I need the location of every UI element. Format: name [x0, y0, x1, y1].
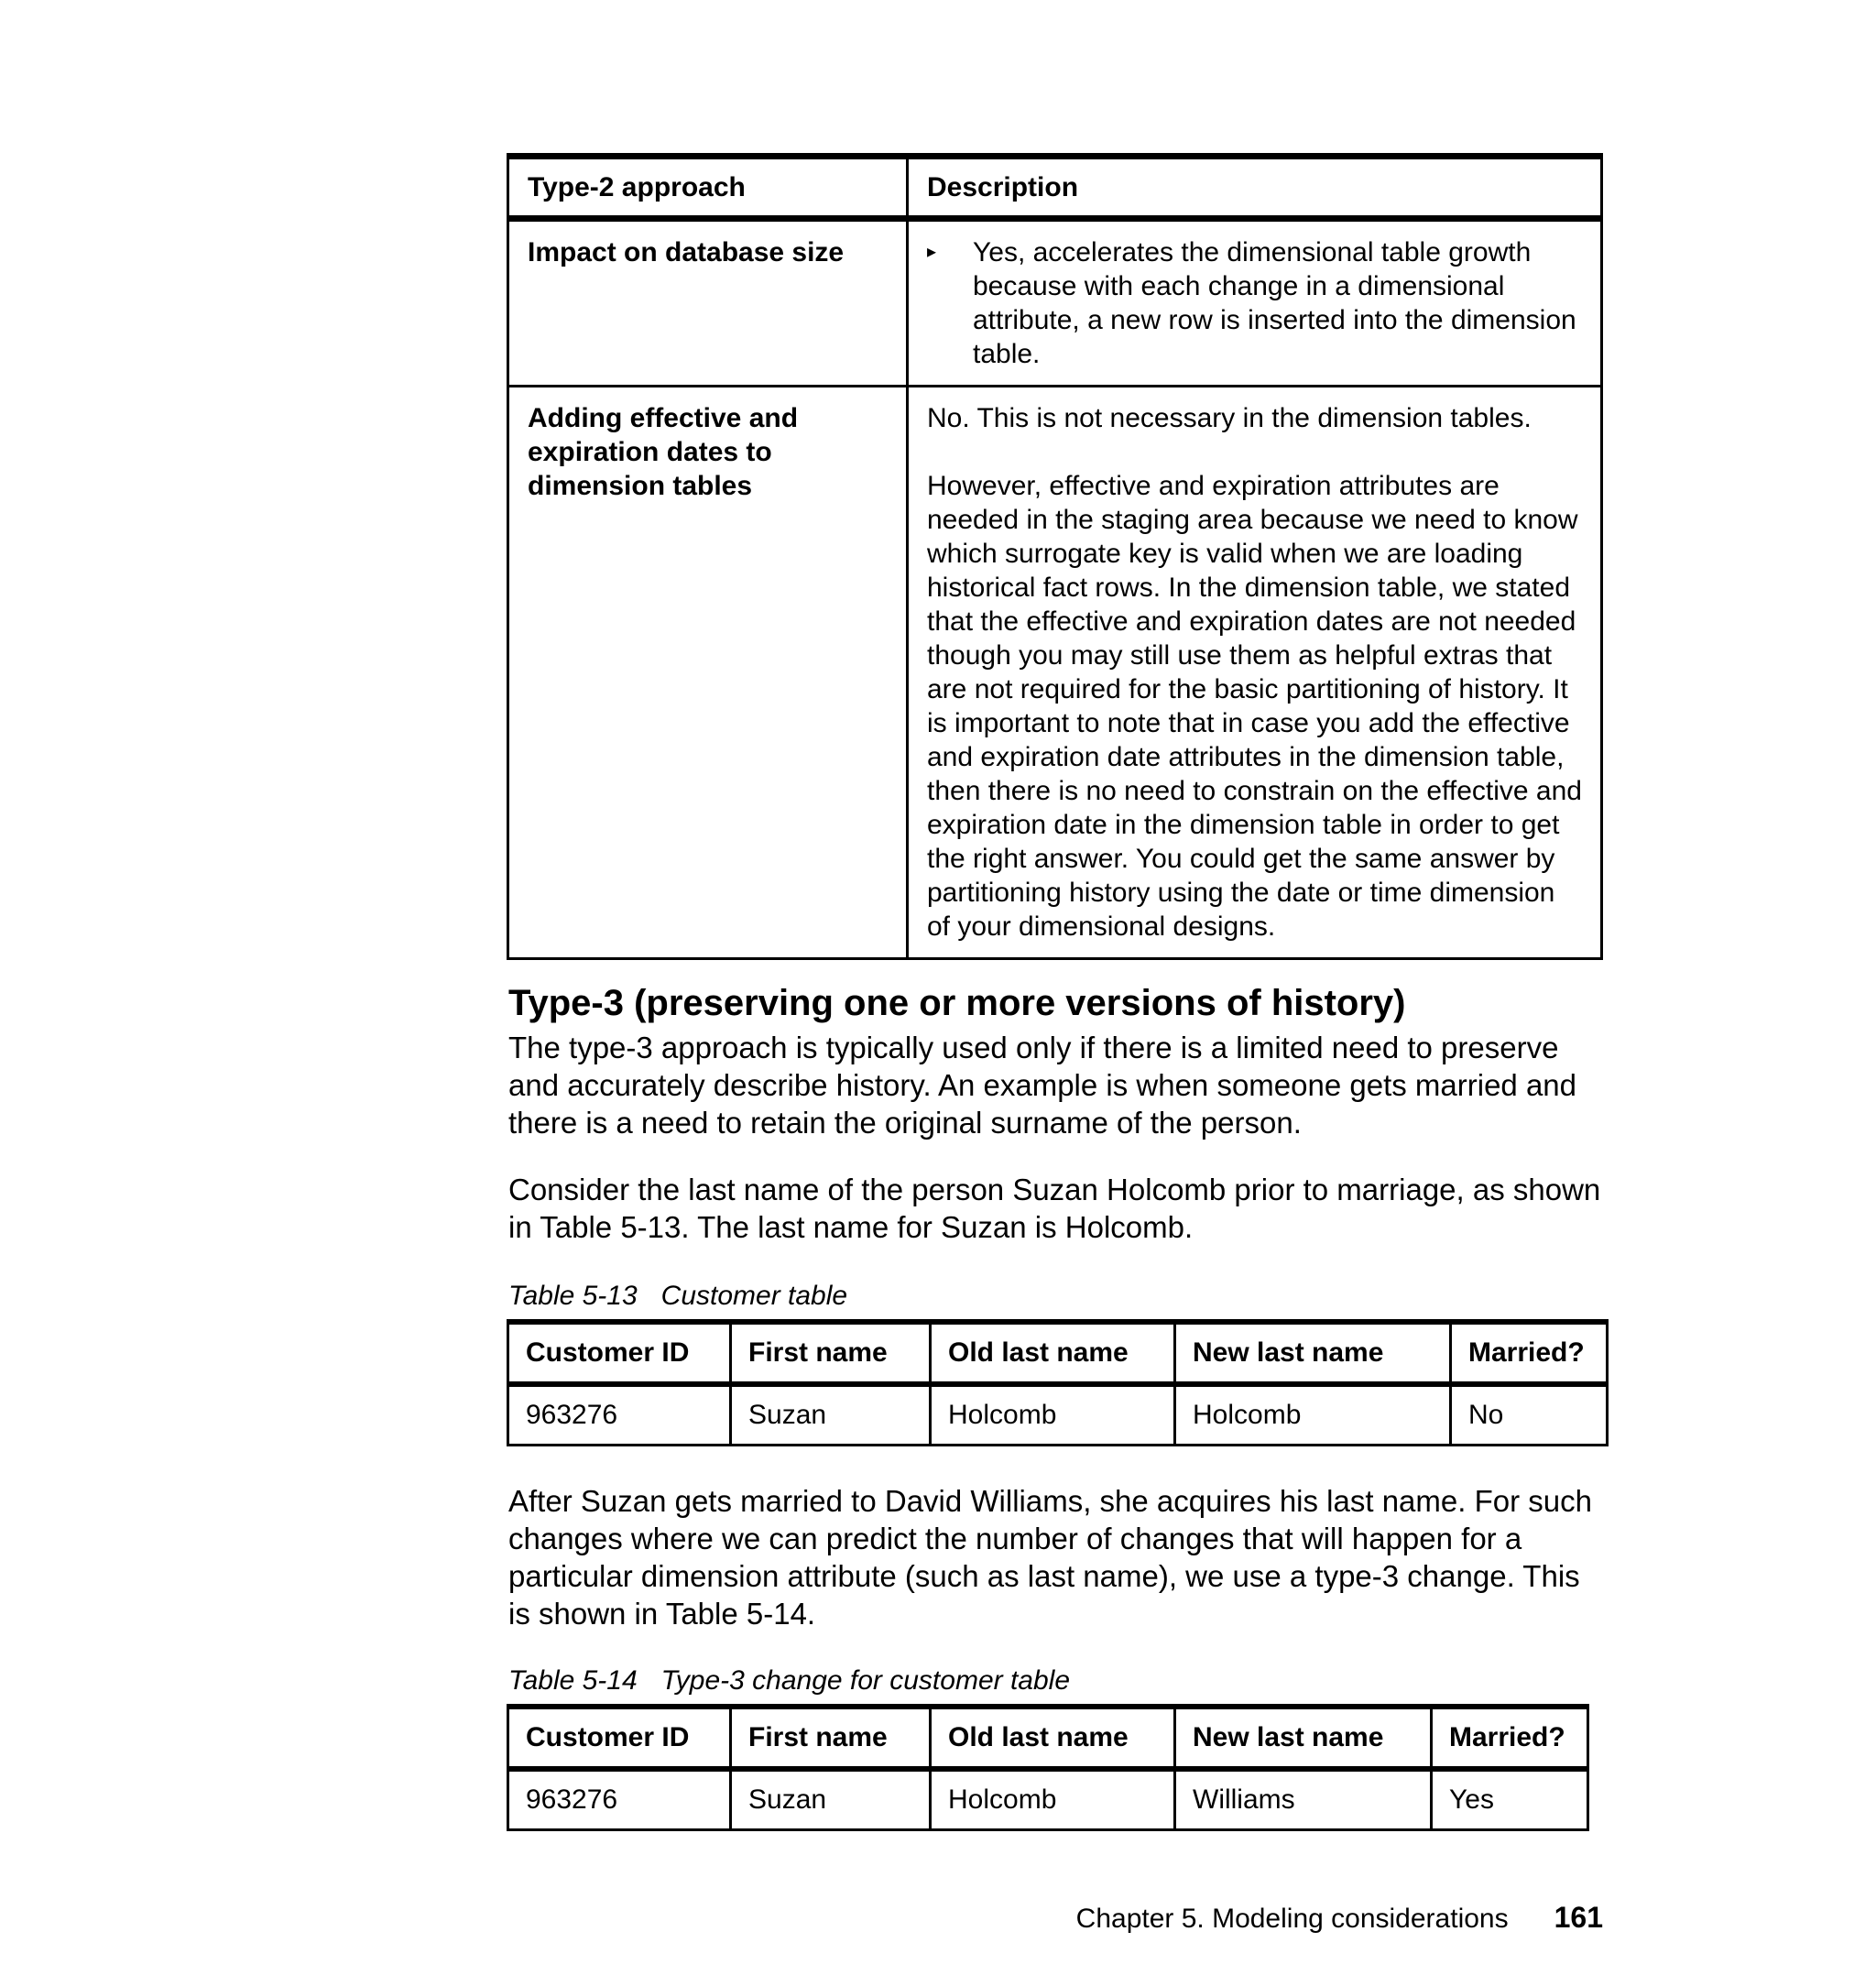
description-paragraph: However, effective and expiration attributes are needed in the staging area because we need to know which surrogate key is valid when we are loading historical fact rows. In the dimension table, we stated that the effective and expiration dates are not needed though you may still use them as helpful extras that are not required for the basic partitioning of history. It is important to note that in case you add the effective and expiration date attributes in the dimension table, then there is no need to constrain on the effective and expiration date in the dimension table in order to get the right answer. You could get the same answer by partitioning history using the date or time dimension of your dimensional designs.: [927, 471, 1582, 942]
header-type2-approach: Type-2 approach: [508, 157, 908, 219]
cell-new-last-name: Williams: [1175, 1769, 1432, 1830]
row-label-impact-on-database-size: Impact on database size: [508, 219, 908, 387]
row-description-cell: [908, 387, 1602, 959]
header-married: Married?: [1432, 1707, 1588, 1769]
table-header-row: [508, 1707, 1588, 1769]
bullet-arrow-icon: ▸: [927, 242, 937, 262]
header-married: Married?: [1451, 1322, 1608, 1384]
row-description-cell: [908, 219, 1602, 387]
caption-title: Type-3 change for customer table: [660, 1665, 1071, 1696]
page-footer: [1072, 1901, 1603, 1935]
bullet-item: [927, 235, 1582, 371]
cell-new-last-name: Holcomb: [1175, 1384, 1451, 1446]
table-caption: [508, 1280, 847, 1313]
table-row: [508, 1769, 1588, 1830]
page-number: 161: [1554, 1901, 1603, 1934]
header-customer-id: Customer ID: [508, 1707, 731, 1769]
cell-old-last-name: Holcomb: [931, 1769, 1175, 1830]
row-label-adding-effective-dates: Adding effective and expiration dates to dimension tables: [508, 387, 908, 959]
description-paragraph: No. This is not necessary in the dimension tables.: [927, 403, 1532, 433]
header-description: Description: [908, 157, 1602, 219]
table-header-row: [508, 1322, 1608, 1384]
body-paragraph: Consider the last name of the person Suzan Holcomb prior to marriage, as shown in Table 5-13. The last name for Suzan is Holcomb.: [508, 1173, 1601, 1244]
cell-old-last-name: Holcomb: [931, 1384, 1175, 1446]
cell-married: Yes: [1432, 1769, 1588, 1830]
table-row: [508, 219, 1602, 387]
caption-number: Table 5-14: [508, 1665, 638, 1696]
section-heading: Type-3 (preserving one or more versions of history): [508, 983, 1406, 1023]
header-first-name: First name: [731, 1322, 931, 1384]
cell-first-name: Suzan: [731, 1769, 931, 1830]
caption-number: Table 5-13: [508, 1281, 638, 1311]
table-header-row: [508, 157, 1602, 219]
header-new-last-name: New last name: [1175, 1322, 1451, 1384]
body-paragraph: After Suzan gets married to David Williams, she acquires his last name. For such changes where we can predict the number of changes that will happen for a particular dimension attribute (such as last name), we use a type-3 change. This is shown in Table 5-14.: [508, 1484, 1592, 1631]
header-first-name: First name: [731, 1707, 931, 1769]
caption-title: Customer table: [660, 1281, 848, 1311]
cell-customer-id: 963276: [508, 1384, 731, 1446]
header-old-last-name: Old last name: [931, 1707, 1175, 1769]
table-row: [508, 387, 1602, 959]
table-row: [508, 1384, 1608, 1446]
header-customer-id: Customer ID: [508, 1322, 731, 1384]
header-old-last-name: Old last name: [931, 1322, 1175, 1384]
customer-table: [507, 1319, 1609, 1446]
body-paragraph: The type-3 approach is typically used only if there is a limited need to preserve and accurately describe history. An example is when someone gets married and there is a need to retain the original surname of the person.: [508, 1031, 1577, 1140]
cell-married: No: [1451, 1384, 1608, 1446]
table-caption: [508, 1664, 1070, 1697]
cell-first-name: Suzan: [731, 1384, 931, 1446]
header-new-last-name: New last name: [1175, 1707, 1432, 1769]
type2-approach-table: [507, 153, 1603, 960]
cell-customer-id: 963276: [508, 1769, 731, 1830]
bullet-text: Yes, accelerates the dimensional table growth because with each change in a dimensional attribute, a new row is inserted into the dimension table.: [973, 237, 1576, 369]
type3-customer-table: [507, 1704, 1589, 1831]
chapter-title: Chapter 5. Modeling considerations: [1075, 1904, 1509, 1934]
